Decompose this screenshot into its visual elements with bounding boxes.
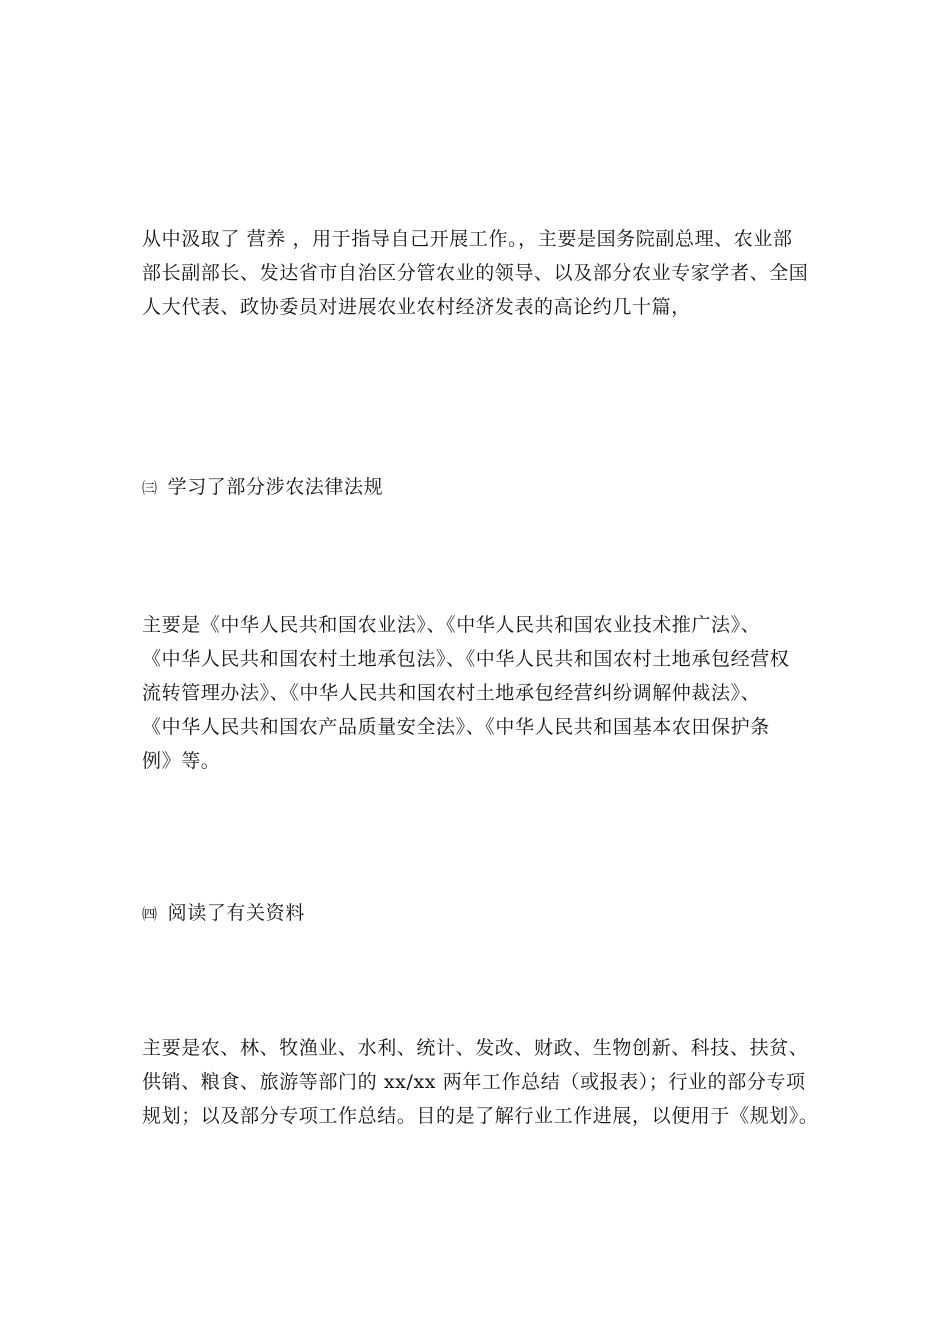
paragraph-line: 主要是农、林、牧渔业、水利、统计、发改、财政、生物创新、科技、扶贫、 — [142, 1037, 809, 1059]
heading-text: 阅读了有关资料 — [167, 902, 305, 924]
section-heading-3 — [142, 470, 822, 505]
paragraph-line: 主要是《中华人民共和国农业法》、《中华人民共和国农业技术推广法》、 — [142, 614, 761, 636]
paragraph-line: 例》等。 — [142, 750, 221, 772]
paragraph-leadership-speeches — [142, 222, 822, 324]
paragraph-laws-list — [142, 608, 822, 778]
paragraph-line: 流转管理办法》、《中华人民共和国农村土地承包经营纠纷调解仲裁法》、 — [142, 682, 761, 704]
section-heading-4 — [142, 896, 822, 931]
paragraph-line: 《中华人民共和国农产品质量安全法》、《中华人民共和国基本农田保护条 — [142, 716, 770, 738]
heading-line — [142, 896, 822, 931]
paragraph-line: 人大代表、政协委员对进展农业农村经济发表的高论约几十篇， — [142, 296, 691, 318]
heading-number-marker: ㈣ — [142, 905, 158, 923]
paragraph-line: 部长副部长、发达省市自治区分管农业的领导、以及部分农业专家学者、全国 — [142, 262, 809, 284]
paragraph-reference-materials — [142, 1031, 822, 1133]
heading-text: 学习了部分涉农法律法规 — [167, 476, 384, 498]
paragraph-line: 供销、粮食、旅游等部门的 xx/xx 两年工作总结（或报表）；行业的部分专项 — [142, 1071, 806, 1093]
paragraph-line: 从中汲取了 营养 ，用于指导自己开展工作。，主要是国务院副总理、农业部 — [142, 228, 793, 250]
heading-line — [142, 470, 822, 505]
paragraph-line: 《中华人民共和国农村土地承包法》、《中华人民共和国农村土地承包经营权 — [142, 648, 790, 670]
paragraph-line: 规划；以及部分专项工作总结。目的是了解行业工作进展，以便用于《规划》。 — [142, 1105, 819, 1127]
heading-number-marker: ㈢ — [142, 479, 158, 497]
